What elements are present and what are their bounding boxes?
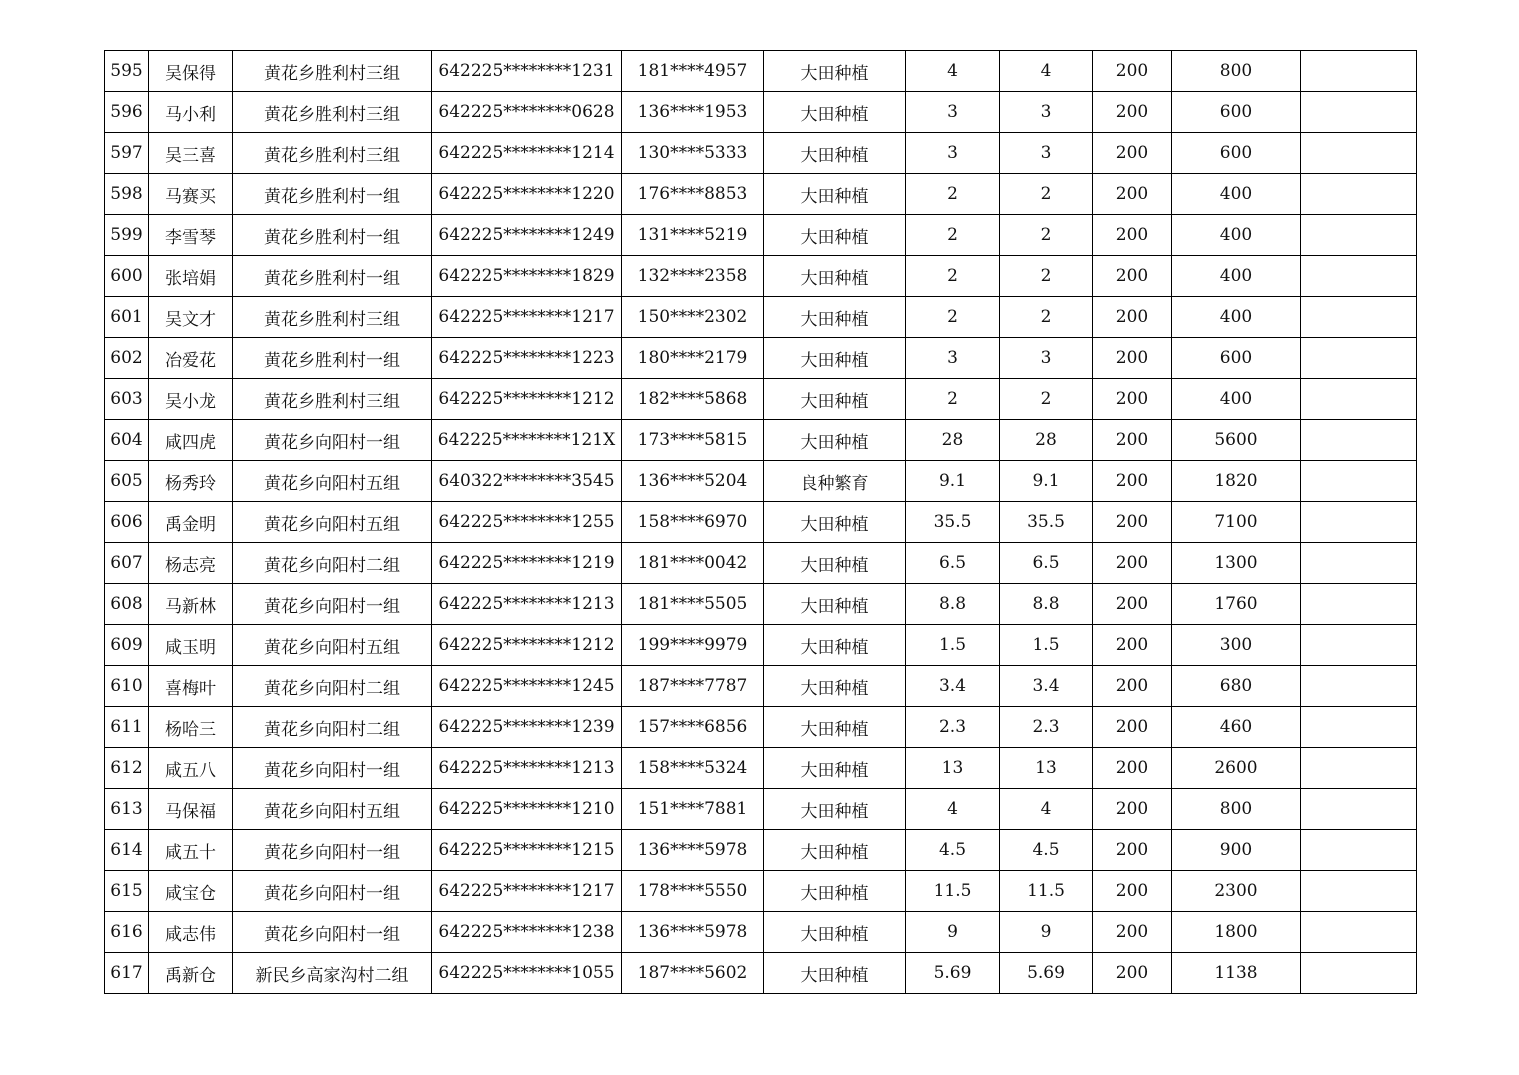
subsidy-area-cell: 4 bbox=[1000, 51, 1093, 92]
serial-cell: 600 bbox=[105, 256, 149, 297]
name-cell: 喜梅叶 bbox=[149, 666, 233, 707]
category-cell: 大田种植 bbox=[764, 297, 906, 338]
phone-cell: 136****5204 bbox=[622, 461, 764, 502]
remark-cell bbox=[1301, 789, 1417, 830]
phone-cell: 180****2179 bbox=[622, 338, 764, 379]
table-row bbox=[105, 830, 1417, 871]
address-cell: 黄花乡向阳村一组 bbox=[233, 584, 432, 625]
phone-cell: 176****8853 bbox=[622, 174, 764, 215]
address-cell: 黄花乡胜利村一组 bbox=[233, 256, 432, 297]
area-cell: 28 bbox=[906, 420, 1000, 461]
category-cell: 大田种植 bbox=[764, 215, 906, 256]
serial-cell: 616 bbox=[105, 912, 149, 953]
area-cell: 3 bbox=[906, 133, 1000, 174]
subsidy-area-cell: 2 bbox=[1000, 297, 1093, 338]
category-cell: 大田种植 bbox=[764, 789, 906, 830]
serial-cell: 602 bbox=[105, 338, 149, 379]
area-cell: 2 bbox=[906, 256, 1000, 297]
address-cell: 黄花乡胜利村一组 bbox=[233, 174, 432, 215]
area-cell: 9 bbox=[906, 912, 1000, 953]
subsidy-area-cell: 11.5 bbox=[1000, 871, 1093, 912]
remark-cell bbox=[1301, 297, 1417, 338]
address-cell: 黄花乡胜利村三组 bbox=[233, 297, 432, 338]
rate-cell: 200 bbox=[1093, 379, 1172, 420]
amount-cell: 1300 bbox=[1172, 543, 1301, 584]
phone-cell: 181****4957 bbox=[622, 51, 764, 92]
amount-cell: 1760 bbox=[1172, 584, 1301, 625]
phone-cell: 136****5978 bbox=[622, 912, 764, 953]
table-row bbox=[105, 133, 1417, 174]
table-row bbox=[105, 912, 1417, 953]
rate-cell: 200 bbox=[1093, 338, 1172, 379]
address-cell: 黄花乡胜利村三组 bbox=[233, 51, 432, 92]
area-cell: 6.5 bbox=[906, 543, 1000, 584]
amount-cell: 400 bbox=[1172, 215, 1301, 256]
area-cell: 3 bbox=[906, 92, 1000, 133]
address-cell: 黄花乡胜利村一组 bbox=[233, 215, 432, 256]
address-cell: 黄花乡胜利村一组 bbox=[233, 338, 432, 379]
phone-cell: 150****2302 bbox=[622, 297, 764, 338]
id-number-cell: 642225********0628 bbox=[432, 92, 622, 133]
id-number-cell: 642225********1219 bbox=[432, 543, 622, 584]
subsidy-area-cell: 8.8 bbox=[1000, 584, 1093, 625]
id-number-cell: 642225********1231 bbox=[432, 51, 622, 92]
area-cell: 9.1 bbox=[906, 461, 1000, 502]
category-cell: 大田种植 bbox=[764, 256, 906, 297]
remark-cell bbox=[1301, 543, 1417, 584]
table-row bbox=[105, 174, 1417, 215]
phone-cell: 199****9979 bbox=[622, 625, 764, 666]
serial-cell: 606 bbox=[105, 502, 149, 543]
subsidy-area-cell: 13 bbox=[1000, 748, 1093, 789]
serial-cell: 605 bbox=[105, 461, 149, 502]
remark-cell bbox=[1301, 92, 1417, 133]
remark-cell bbox=[1301, 625, 1417, 666]
remark-cell bbox=[1301, 584, 1417, 625]
id-number-cell: 642225********1223 bbox=[432, 338, 622, 379]
name-cell: 马赛买 bbox=[149, 174, 233, 215]
table-row bbox=[105, 789, 1417, 830]
data-table bbox=[104, 50, 1417, 994]
name-cell: 马小利 bbox=[149, 92, 233, 133]
remark-cell bbox=[1301, 666, 1417, 707]
remark-cell bbox=[1301, 871, 1417, 912]
id-number-cell: 642225********1212 bbox=[432, 379, 622, 420]
id-number-cell: 642225********1210 bbox=[432, 789, 622, 830]
subsidy-area-cell: 2 bbox=[1000, 256, 1093, 297]
area-cell: 3 bbox=[906, 338, 1000, 379]
subsidy-area-cell: 1.5 bbox=[1000, 625, 1093, 666]
serial-cell: 617 bbox=[105, 953, 149, 994]
address-cell: 黄花乡向阳村五组 bbox=[233, 461, 432, 502]
category-cell: 大田种植 bbox=[764, 912, 906, 953]
category-cell: 良种繁育 bbox=[764, 461, 906, 502]
table-row bbox=[105, 379, 1417, 420]
name-cell: 冶爱花 bbox=[149, 338, 233, 379]
id-number-cell: 642225********1238 bbox=[432, 912, 622, 953]
name-cell: 咸志伟 bbox=[149, 912, 233, 953]
id-number-cell: 642225********1239 bbox=[432, 707, 622, 748]
remark-cell bbox=[1301, 420, 1417, 461]
serial-cell: 614 bbox=[105, 830, 149, 871]
rate-cell: 200 bbox=[1093, 256, 1172, 297]
subsidy-area-cell: 3 bbox=[1000, 92, 1093, 133]
id-number-cell: 642225********1215 bbox=[432, 830, 622, 871]
serial-cell: 596 bbox=[105, 92, 149, 133]
name-cell: 马保福 bbox=[149, 789, 233, 830]
amount-cell: 1820 bbox=[1172, 461, 1301, 502]
remark-cell bbox=[1301, 502, 1417, 543]
phone-cell: 136****5978 bbox=[622, 830, 764, 871]
phone-cell: 187****7787 bbox=[622, 666, 764, 707]
amount-cell: 600 bbox=[1172, 133, 1301, 174]
serial-cell: 607 bbox=[105, 543, 149, 584]
area-cell: 4 bbox=[906, 789, 1000, 830]
area-cell: 2 bbox=[906, 215, 1000, 256]
category-cell: 大田种植 bbox=[764, 830, 906, 871]
category-cell: 大田种植 bbox=[764, 707, 906, 748]
amount-cell: 600 bbox=[1172, 92, 1301, 133]
name-cell: 马新林 bbox=[149, 584, 233, 625]
serial-cell: 609 bbox=[105, 625, 149, 666]
id-number-cell: 642225********1249 bbox=[432, 215, 622, 256]
address-cell: 黄花乡向阳村一组 bbox=[233, 748, 432, 789]
serial-cell: 603 bbox=[105, 379, 149, 420]
remark-cell bbox=[1301, 461, 1417, 502]
area-cell: 1.5 bbox=[906, 625, 1000, 666]
rate-cell: 200 bbox=[1093, 502, 1172, 543]
subsidy-area-cell: 2 bbox=[1000, 174, 1093, 215]
amount-cell: 460 bbox=[1172, 707, 1301, 748]
amount-cell: 7100 bbox=[1172, 502, 1301, 543]
remark-cell bbox=[1301, 379, 1417, 420]
address-cell: 黄花乡向阳村五组 bbox=[233, 789, 432, 830]
phone-cell: 187****5602 bbox=[622, 953, 764, 994]
amount-cell: 900 bbox=[1172, 830, 1301, 871]
table-row bbox=[105, 420, 1417, 461]
id-number-cell: 642225********1212 bbox=[432, 625, 622, 666]
address-cell: 黄花乡向阳村二组 bbox=[233, 543, 432, 584]
area-cell: 2 bbox=[906, 297, 1000, 338]
rate-cell: 200 bbox=[1093, 584, 1172, 625]
name-cell: 李雪琴 bbox=[149, 215, 233, 256]
table-row bbox=[105, 748, 1417, 789]
category-cell: 大田种植 bbox=[764, 420, 906, 461]
subsidy-area-cell: 4 bbox=[1000, 789, 1093, 830]
table-row bbox=[105, 338, 1417, 379]
rate-cell: 200 bbox=[1093, 297, 1172, 338]
id-number-cell: 642225********121X bbox=[432, 420, 622, 461]
area-cell: 2 bbox=[906, 174, 1000, 215]
rate-cell: 200 bbox=[1093, 461, 1172, 502]
rate-cell: 200 bbox=[1093, 666, 1172, 707]
name-cell: 杨哈三 bbox=[149, 707, 233, 748]
name-cell: 吴小龙 bbox=[149, 379, 233, 420]
name-cell: 咸五八 bbox=[149, 748, 233, 789]
phone-cell: 157****6856 bbox=[622, 707, 764, 748]
subsidy-area-cell: 2.3 bbox=[1000, 707, 1093, 748]
category-cell: 大田种植 bbox=[764, 174, 906, 215]
phone-cell: 173****5815 bbox=[622, 420, 764, 461]
address-cell: 黄花乡向阳村一组 bbox=[233, 830, 432, 871]
amount-cell: 300 bbox=[1172, 625, 1301, 666]
phone-cell: 151****7881 bbox=[622, 789, 764, 830]
remark-cell bbox=[1301, 338, 1417, 379]
name-cell: 吴保得 bbox=[149, 51, 233, 92]
address-cell: 黄花乡向阳村五组 bbox=[233, 625, 432, 666]
amount-cell: 400 bbox=[1172, 297, 1301, 338]
name-cell: 咸五十 bbox=[149, 830, 233, 871]
rate-cell: 200 bbox=[1093, 707, 1172, 748]
id-number-cell: 642225********1213 bbox=[432, 748, 622, 789]
id-number-cell: 642225********1213 bbox=[432, 584, 622, 625]
category-cell: 大田种植 bbox=[764, 51, 906, 92]
table-body bbox=[105, 51, 1417, 994]
phone-cell: 136****1953 bbox=[622, 92, 764, 133]
subsidy-area-cell: 3 bbox=[1000, 338, 1093, 379]
amount-cell: 2600 bbox=[1172, 748, 1301, 789]
name-cell: 咸宝仓 bbox=[149, 871, 233, 912]
address-cell: 新民乡高家沟村二组 bbox=[233, 953, 432, 994]
amount-cell: 400 bbox=[1172, 379, 1301, 420]
remark-cell bbox=[1301, 256, 1417, 297]
amount-cell: 800 bbox=[1172, 51, 1301, 92]
rate-cell: 200 bbox=[1093, 133, 1172, 174]
amount-cell: 5600 bbox=[1172, 420, 1301, 461]
area-cell: 11.5 bbox=[906, 871, 1000, 912]
address-cell: 黄花乡向阳村五组 bbox=[233, 502, 432, 543]
amount-cell: 400 bbox=[1172, 256, 1301, 297]
rate-cell: 200 bbox=[1093, 789, 1172, 830]
remark-cell bbox=[1301, 215, 1417, 256]
table-row bbox=[105, 543, 1417, 584]
rate-cell: 200 bbox=[1093, 51, 1172, 92]
address-cell: 黄花乡向阳村二组 bbox=[233, 707, 432, 748]
id-number-cell: 640322********3545 bbox=[432, 461, 622, 502]
rate-cell: 200 bbox=[1093, 748, 1172, 789]
name-cell: 咸四虎 bbox=[149, 420, 233, 461]
serial-cell: 611 bbox=[105, 707, 149, 748]
serial-cell: 595 bbox=[105, 51, 149, 92]
category-cell: 大田种植 bbox=[764, 666, 906, 707]
rate-cell: 200 bbox=[1093, 625, 1172, 666]
name-cell: 杨志亮 bbox=[149, 543, 233, 584]
phone-cell: 158****6970 bbox=[622, 502, 764, 543]
category-cell: 大田种植 bbox=[764, 502, 906, 543]
rate-cell: 200 bbox=[1093, 543, 1172, 584]
rate-cell: 200 bbox=[1093, 953, 1172, 994]
table-row bbox=[105, 502, 1417, 543]
table-row bbox=[105, 666, 1417, 707]
remark-cell bbox=[1301, 912, 1417, 953]
category-cell: 大田种植 bbox=[764, 338, 906, 379]
name-cell: 吴三喜 bbox=[149, 133, 233, 174]
category-cell: 大田种植 bbox=[764, 584, 906, 625]
address-cell: 黄花乡向阳村一组 bbox=[233, 420, 432, 461]
rate-cell: 200 bbox=[1093, 420, 1172, 461]
id-number-cell: 642225********1214 bbox=[432, 133, 622, 174]
subsidy-area-cell: 3.4 bbox=[1000, 666, 1093, 707]
subsidy-area-cell: 4.5 bbox=[1000, 830, 1093, 871]
remark-cell bbox=[1301, 707, 1417, 748]
phone-cell: 130****5333 bbox=[622, 133, 764, 174]
amount-cell: 400 bbox=[1172, 174, 1301, 215]
name-cell: 禹新仓 bbox=[149, 953, 233, 994]
serial-cell: 610 bbox=[105, 666, 149, 707]
rate-cell: 200 bbox=[1093, 912, 1172, 953]
area-cell: 13 bbox=[906, 748, 1000, 789]
name-cell: 吴文才 bbox=[149, 297, 233, 338]
table-row bbox=[105, 297, 1417, 338]
subsidy-area-cell: 9 bbox=[1000, 912, 1093, 953]
table-row bbox=[105, 51, 1417, 92]
name-cell: 杨秀玲 bbox=[149, 461, 233, 502]
category-cell: 大田种植 bbox=[764, 953, 906, 994]
amount-cell: 1138 bbox=[1172, 953, 1301, 994]
category-cell: 大田种植 bbox=[764, 92, 906, 133]
id-number-cell: 642225********1220 bbox=[432, 174, 622, 215]
subsidy-area-cell: 3 bbox=[1000, 133, 1093, 174]
table-row bbox=[105, 584, 1417, 625]
category-cell: 大田种植 bbox=[764, 133, 906, 174]
rate-cell: 200 bbox=[1093, 830, 1172, 871]
name-cell: 咸玉明 bbox=[149, 625, 233, 666]
subsidy-area-cell: 2 bbox=[1000, 215, 1093, 256]
subsidy-area-cell: 9.1 bbox=[1000, 461, 1093, 502]
id-number-cell: 642225********1217 bbox=[432, 297, 622, 338]
address-cell: 黄花乡向阳村二组 bbox=[233, 666, 432, 707]
serial-cell: 597 bbox=[105, 133, 149, 174]
amount-cell: 2300 bbox=[1172, 871, 1301, 912]
phone-cell: 182****5868 bbox=[622, 379, 764, 420]
category-cell: 大田种植 bbox=[764, 625, 906, 666]
serial-cell: 613 bbox=[105, 789, 149, 830]
subsidy-area-cell: 35.5 bbox=[1000, 502, 1093, 543]
phone-cell: 181****0042 bbox=[622, 543, 764, 584]
subsidy-area-cell: 6.5 bbox=[1000, 543, 1093, 584]
area-cell: 4 bbox=[906, 51, 1000, 92]
subsidy-area-cell: 5.69 bbox=[1000, 953, 1093, 994]
id-number-cell: 642225********1055 bbox=[432, 953, 622, 994]
category-cell: 大田种植 bbox=[764, 543, 906, 584]
area-cell: 3.4 bbox=[906, 666, 1000, 707]
area-cell: 2 bbox=[906, 379, 1000, 420]
remark-cell bbox=[1301, 748, 1417, 789]
subsidy-area-cell: 2 bbox=[1000, 379, 1093, 420]
serial-cell: 615 bbox=[105, 871, 149, 912]
rate-cell: 200 bbox=[1093, 215, 1172, 256]
category-cell: 大田种植 bbox=[764, 871, 906, 912]
remark-cell bbox=[1301, 174, 1417, 215]
serial-cell: 601 bbox=[105, 297, 149, 338]
table-row bbox=[105, 625, 1417, 666]
area-cell: 5.69 bbox=[906, 953, 1000, 994]
area-cell: 2.3 bbox=[906, 707, 1000, 748]
rate-cell: 200 bbox=[1093, 174, 1172, 215]
address-cell: 黄花乡胜利村三组 bbox=[233, 379, 432, 420]
id-number-cell: 642225********1829 bbox=[432, 256, 622, 297]
remark-cell bbox=[1301, 133, 1417, 174]
remark-cell bbox=[1301, 830, 1417, 871]
table-row bbox=[105, 707, 1417, 748]
phone-cell: 181****5505 bbox=[622, 584, 764, 625]
area-cell: 35.5 bbox=[906, 502, 1000, 543]
address-cell: 黄花乡胜利村三组 bbox=[233, 92, 432, 133]
id-number-cell: 642225********1255 bbox=[432, 502, 622, 543]
area-cell: 8.8 bbox=[906, 584, 1000, 625]
serial-cell: 604 bbox=[105, 420, 149, 461]
phone-cell: 132****2358 bbox=[622, 256, 764, 297]
phone-cell: 158****5324 bbox=[622, 748, 764, 789]
id-number-cell: 642225********1245 bbox=[432, 666, 622, 707]
area-cell: 4.5 bbox=[906, 830, 1000, 871]
id-number-cell: 642225********1217 bbox=[432, 871, 622, 912]
subsidy-area-cell: 28 bbox=[1000, 420, 1093, 461]
address-cell: 黄花乡向阳村一组 bbox=[233, 912, 432, 953]
serial-cell: 612 bbox=[105, 748, 149, 789]
remark-cell bbox=[1301, 953, 1417, 994]
serial-cell: 599 bbox=[105, 215, 149, 256]
remark-cell bbox=[1301, 51, 1417, 92]
name-cell: 张培娟 bbox=[149, 256, 233, 297]
address-cell: 黄花乡胜利村三组 bbox=[233, 133, 432, 174]
rate-cell: 200 bbox=[1093, 92, 1172, 133]
address-cell: 黄花乡向阳村一组 bbox=[233, 871, 432, 912]
rate-cell: 200 bbox=[1093, 871, 1172, 912]
name-cell: 禹金明 bbox=[149, 502, 233, 543]
category-cell: 大田种植 bbox=[764, 748, 906, 789]
table-row bbox=[105, 215, 1417, 256]
table-row bbox=[105, 92, 1417, 133]
category-cell: 大田种植 bbox=[764, 379, 906, 420]
serial-cell: 608 bbox=[105, 584, 149, 625]
table-row bbox=[105, 256, 1417, 297]
amount-cell: 1800 bbox=[1172, 912, 1301, 953]
amount-cell: 600 bbox=[1172, 338, 1301, 379]
amount-cell: 800 bbox=[1172, 789, 1301, 830]
phone-cell: 131****5219 bbox=[622, 215, 764, 256]
table-row bbox=[105, 953, 1417, 994]
phone-cell: 178****5550 bbox=[622, 871, 764, 912]
serial-cell: 598 bbox=[105, 174, 149, 215]
table-row bbox=[105, 461, 1417, 502]
table-row bbox=[105, 871, 1417, 912]
amount-cell: 680 bbox=[1172, 666, 1301, 707]
